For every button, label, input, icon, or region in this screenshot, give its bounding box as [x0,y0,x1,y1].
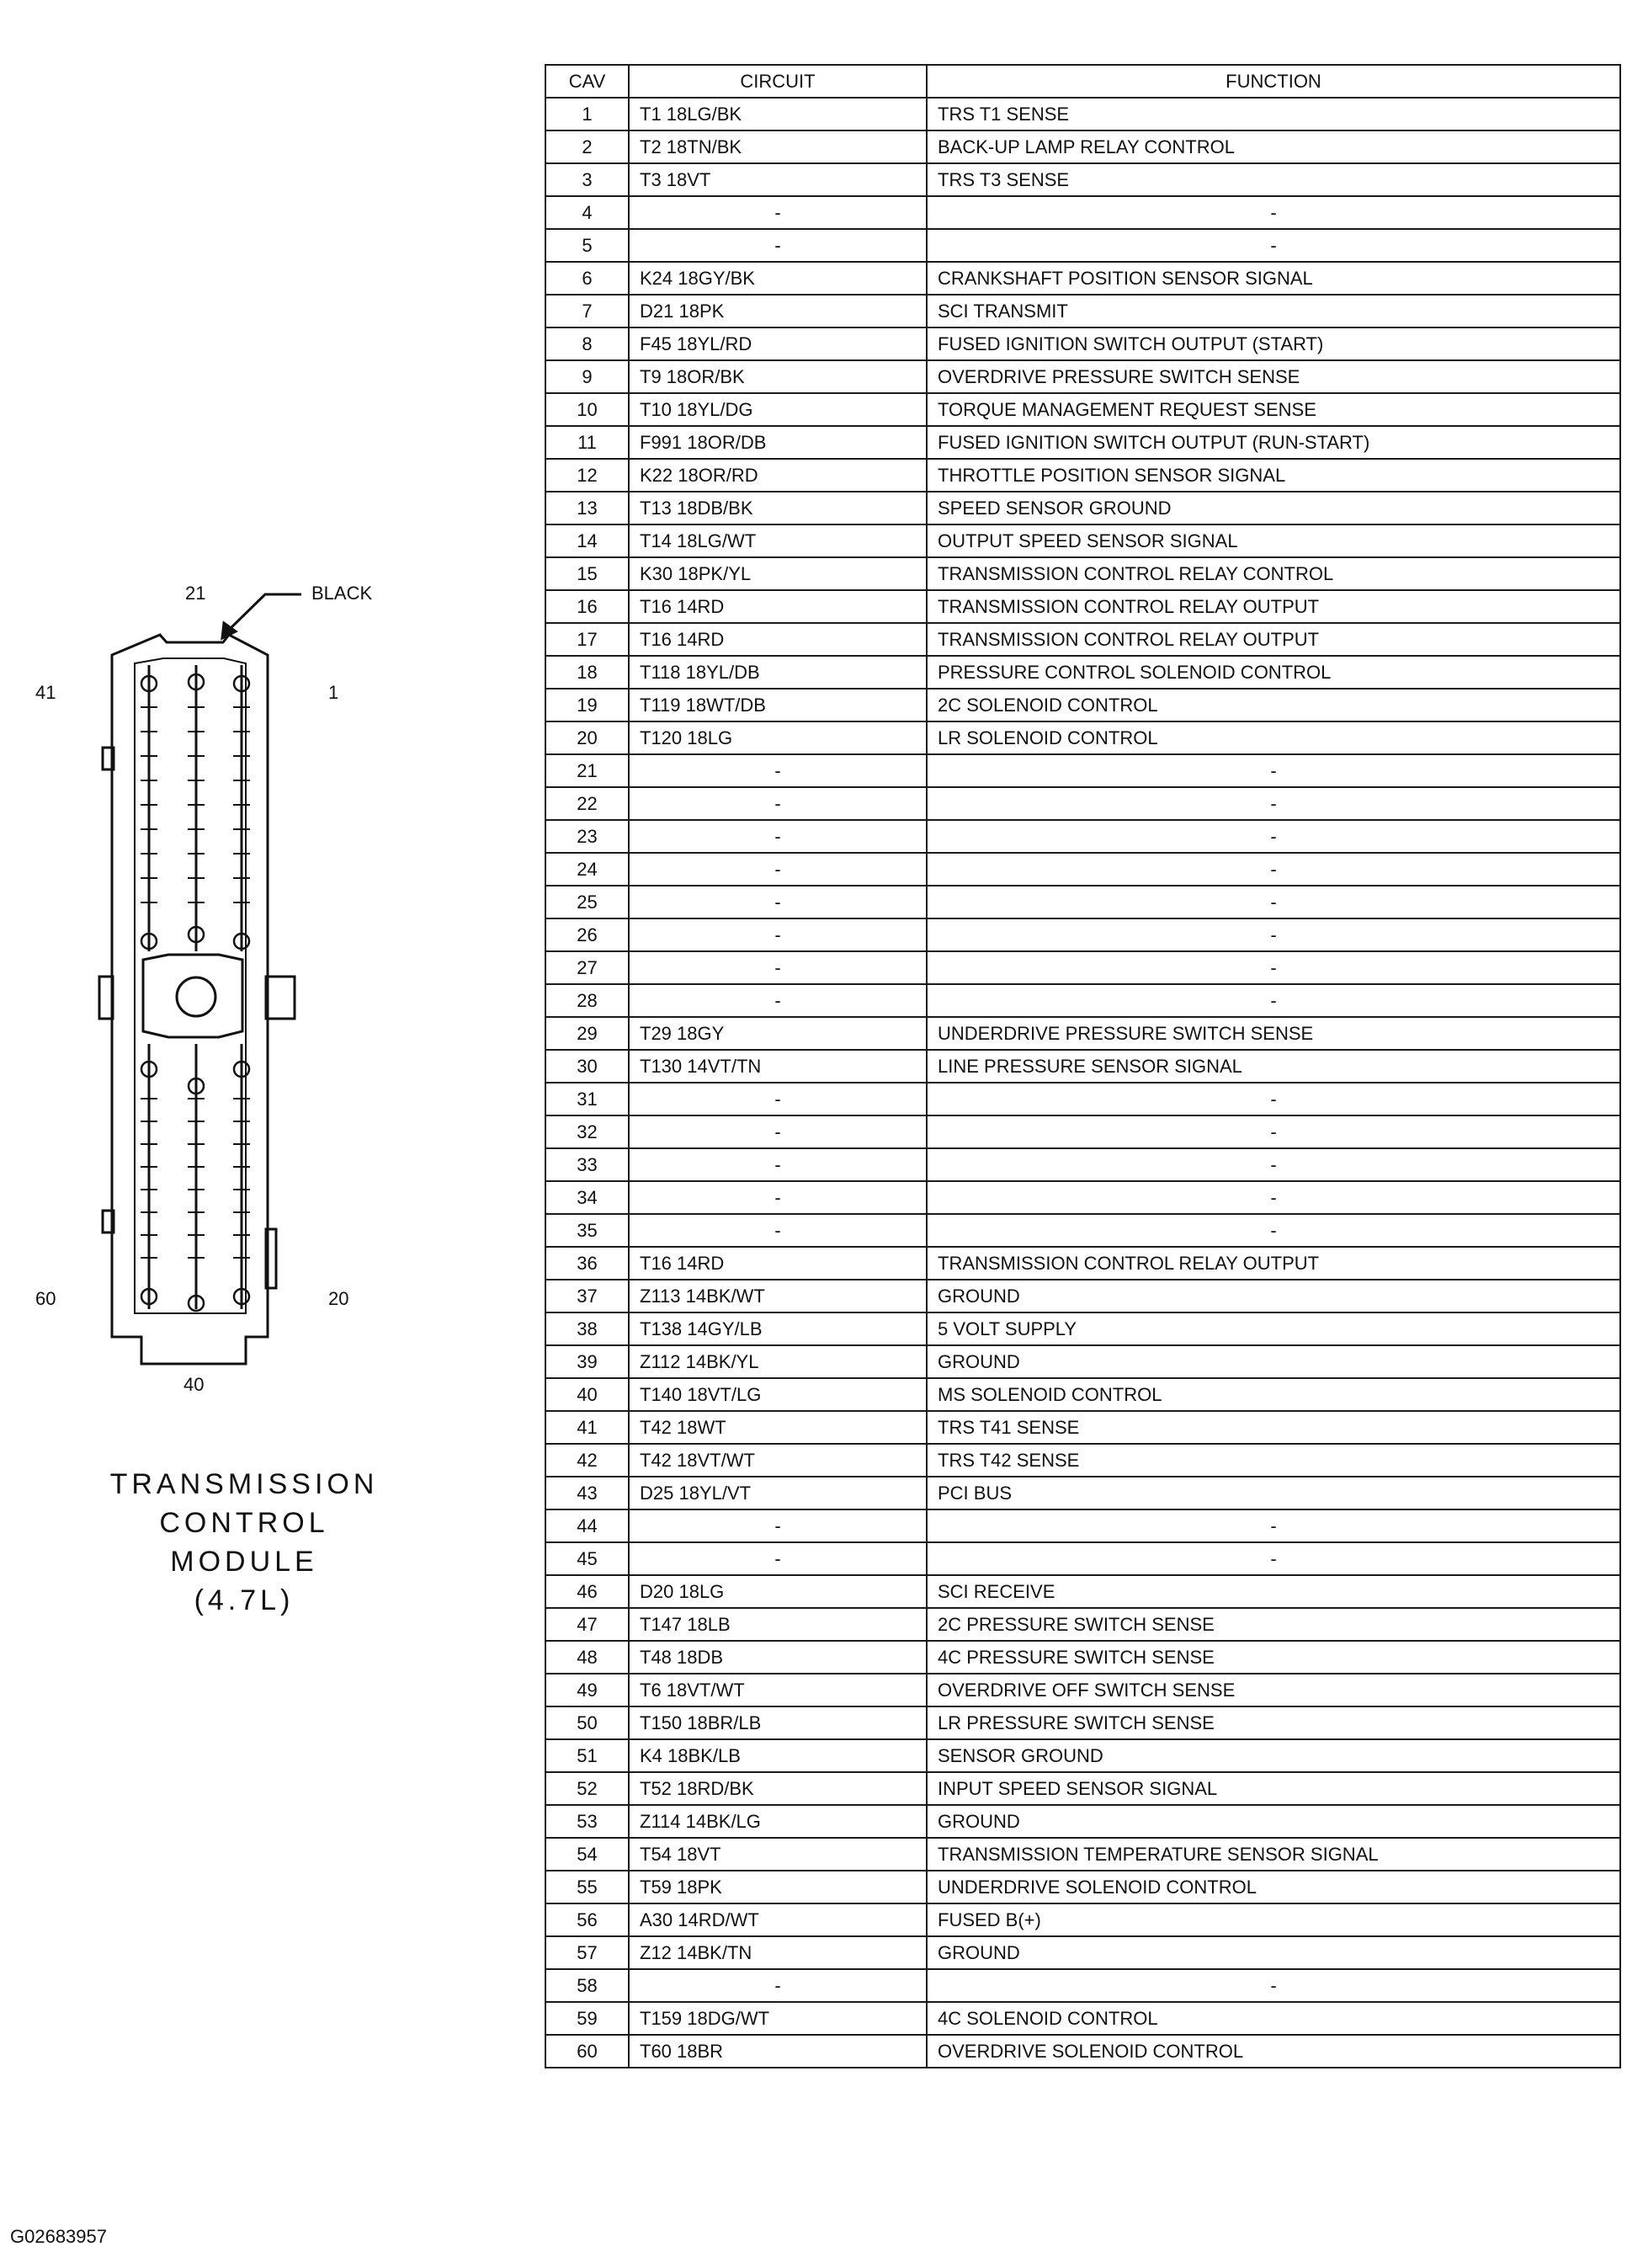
function-cell: - [927,787,1620,820]
circuit-cell: - [629,886,927,918]
function-cell: - [927,1083,1620,1115]
cav-cell: 2 [545,130,629,163]
cav-cell: 54 [545,1838,629,1871]
caption-line: TRANSMISSION [109,1468,379,1500]
circuit-cell: D21 18PK [629,295,927,327]
circuit-cell: F991 18OR/DB [629,426,927,459]
cav-cell: 14 [545,524,629,557]
pin-label-20: 20 [328,1288,349,1309]
cav-cell: 34 [545,1181,629,1214]
function-cell: 4C PRESSURE SWITCH SENSE [927,1641,1620,1674]
pin-label-40: 40 [183,1374,205,1395]
table-row [545,426,1620,459]
pinout-table [545,64,1621,2068]
cav-cell: 23 [545,820,629,853]
function-cell: TRS T3 SENSE [927,163,1620,196]
cav-cell: 45 [545,1542,629,1575]
table-row [545,886,1620,918]
circuit-cell: - [629,787,927,820]
function-cell: SCI RECEIVE [927,1575,1620,1608]
table-row [545,1280,1620,1312]
table-row [545,1641,1620,1674]
cav-cell: 27 [545,951,629,984]
table-row [545,1214,1620,1247]
cav-cell: 29 [545,1017,629,1050]
function-cell: BACK-UP LAMP RELAY CONTROL [927,130,1620,163]
cav-cell: 5 [545,229,629,262]
circuit-cell: - [629,754,927,787]
function-cell: CRANKSHAFT POSITION SENSOR SIGNAL [927,262,1620,295]
circuit-cell: T29 18GY [629,1017,927,1050]
circuit-cell: - [629,1969,927,2002]
function-cell: PCI BUS [927,1477,1620,1509]
table-row [545,1509,1620,1542]
function-cell: GROUND [927,1345,1620,1378]
cav-cell: 36 [545,1247,629,1280]
cav-cell: 26 [545,918,629,951]
function-cell: MS SOLENOID CONTROL [927,1378,1620,1411]
cav-cell: 13 [545,492,629,524]
table-row [545,951,1620,984]
cav-cell: 60 [545,2035,629,2068]
table-row [545,1903,1620,1936]
circuit-cell: K4 18BK/LB [629,1739,927,1772]
circuit-cell: T140 18VT/LG [629,1378,927,1411]
function-cell: 5 VOLT SUPPLY [927,1312,1620,1345]
function-cell: FUSED IGNITION SWITCH OUTPUT (RUN-START) [927,426,1620,459]
function-cell: TORQUE MANAGEMENT REQUEST SENSE [927,393,1620,426]
cav-cell: 51 [545,1739,629,1772]
function-cell: THROTTLE POSITION SENSOR SIGNAL [927,459,1620,492]
table-row [545,1871,1620,1903]
cav-cell: 53 [545,1805,629,1838]
table-row [545,196,1620,229]
cav-cell: 52 [545,1772,629,1805]
cav-cell: 20 [545,721,629,754]
cav-cell: 7 [545,295,629,327]
pin-label-21: 21 [185,583,206,604]
table-row [545,623,1620,656]
circuit-cell: A30 14RD/WT [629,1903,927,1936]
table-row [545,853,1620,886]
table-header-row [545,65,1620,98]
circuit-cell: Z113 14BK/WT [629,1280,927,1312]
circuit-cell: - [629,984,927,1017]
table-row [545,1050,1620,1083]
function-cell: - [927,196,1620,229]
cav-cell: 6 [545,262,629,295]
circuit-cell: - [629,229,927,262]
table-row [545,689,1620,721]
cav-cell: 58 [545,1969,629,2002]
function-cell: TRANSMISSION CONTROL RELAY OUTPUT [927,590,1620,623]
cav-cell: 50 [545,1706,629,1739]
circuit-cell: Z112 14BK/YL [629,1345,927,1378]
function-cell: PRESSURE CONTROL SOLENOID CONTROL [927,656,1620,689]
circuit-cell: D25 18YL/VT [629,1477,927,1509]
table-row [545,656,1620,689]
circuit-cell: D20 18LG [629,1575,927,1608]
function-cell: 4C SOLENOID CONTROL [927,2002,1620,2035]
circuit-cell: T16 14RD [629,590,927,623]
cav-cell: 56 [545,1903,629,1936]
table-row [545,557,1620,590]
table-row [545,1148,1620,1181]
function-cell: - [927,1148,1620,1181]
cav-cell: 47 [545,1608,629,1641]
table-row [545,918,1620,951]
circuit-cell: - [629,1083,927,1115]
table-row [545,1444,1620,1477]
function-cell: FUSED IGNITION SWITCH OUTPUT (START) [927,327,1620,360]
circuit-cell: T130 14VT/TN [629,1050,927,1083]
circuit-cell: - [629,196,927,229]
table-row [545,98,1620,130]
table-row [545,1608,1620,1641]
function-cell: TRS T42 SENSE [927,1444,1620,1477]
function-cell: LINE PRESSURE SENSOR SIGNAL [927,1050,1620,1083]
table-row [545,590,1620,623]
table-row [545,1115,1620,1148]
circuit-cell: T2 18TN/BK [629,130,927,163]
cav-cell: 4 [545,196,629,229]
function-cell: SPEED SENSOR GROUND [927,492,1620,524]
function-cell: INPUT SPEED SENSOR SIGNAL [927,1772,1620,1805]
cav-cell: 57 [545,1936,629,1969]
pin-label-1: 1 [328,682,339,703]
cav-cell: 12 [545,459,629,492]
function-cell: 2C PRESSURE SWITCH SENSE [927,1608,1620,1641]
function-cell: GROUND [927,1936,1620,1969]
figure-id: G02683957 [10,2226,107,2247]
cav-cell: 44 [545,1509,629,1542]
function-cell: TRS T41 SENSE [927,1411,1620,1444]
table-row [545,1247,1620,1280]
cav-cell: 22 [545,787,629,820]
table-row [545,754,1620,787]
table-row [545,1345,1620,1378]
circuit-cell: - [629,853,927,886]
function-cell: - [927,984,1620,1017]
table-row [545,393,1620,426]
circuit-cell: T3 18VT [629,163,927,196]
circuit-cell: T16 14RD [629,623,927,656]
table-row [545,721,1620,754]
table-row [545,163,1620,196]
circuit-cell: T54 18VT [629,1838,927,1871]
module-caption [34,1465,455,1620]
circuit-cell: - [629,951,927,984]
table-row [545,1542,1620,1575]
cav-cell: 48 [545,1641,629,1674]
table-row [545,327,1620,360]
table-row [545,524,1620,557]
circuit-cell: T16 14RD [629,1247,927,1280]
table-row [545,1575,1620,1608]
cav-cell: 43 [545,1477,629,1509]
circuit-cell: T138 14GY/LB [629,1312,927,1345]
function-cell: - [927,1181,1620,1214]
cav-cell: 38 [545,1312,629,1345]
table-row [545,2035,1620,2068]
cav-cell: 31 [545,1083,629,1115]
function-cell: - [927,754,1620,787]
cav-cell: 32 [545,1115,629,1148]
connector-diagram [0,0,505,1431]
circuit-cell: T52 18RD/BK [629,1772,927,1805]
circuit-cell: F45 18YL/RD [629,327,927,360]
table-row [545,984,1620,1017]
function-cell: TRS T1 SENSE [927,98,1620,130]
table-row [545,1772,1620,1805]
function-cell: OVERDRIVE OFF SWITCH SENSE [927,1674,1620,1706]
cav-cell: 10 [545,393,629,426]
table-row [545,1181,1620,1214]
circuit-cell: T60 18BR [629,2035,927,2068]
table-row [545,1706,1620,1739]
table-row [545,820,1620,853]
circuit-cell: - [629,1115,927,1148]
function-cell: - [927,918,1620,951]
circuit-cell: - [629,1181,927,1214]
circuit-cell: T9 18OR/BK [629,360,927,393]
cav-cell: 28 [545,984,629,1017]
circuit-cell: T147 18LB [629,1608,927,1641]
table-row [545,787,1620,820]
circuit-cell: T120 18LG [629,721,927,754]
function-cell: 2C SOLENOID CONTROL [927,689,1620,721]
cav-cell: 30 [545,1050,629,1083]
function-cell: UNDERDRIVE PRESSURE SWITCH SENSE [927,1017,1620,1050]
cav-cell: 19 [545,689,629,721]
function-cell: SENSOR GROUND [927,1739,1620,1772]
circuit-cell: - [629,918,927,951]
function-cell: - [927,229,1620,262]
table-row [545,1674,1620,1706]
cav-cell: 8 [545,327,629,360]
function-cell: GROUND [927,1280,1620,1312]
circuit-cell: - [629,1148,927,1181]
table-row [545,229,1620,262]
circuit-cell: T42 18VT/WT [629,1444,927,1477]
cav-cell: 59 [545,2002,629,2035]
header-circuit: CIRCUIT [629,65,927,98]
table-row [545,295,1620,327]
table-row [545,1477,1620,1509]
cav-cell: 39 [545,1345,629,1378]
table-row [545,1838,1620,1871]
function-cell: OVERDRIVE PRESSURE SWITCH SENSE [927,360,1620,393]
circuit-cell: K22 18OR/RD [629,459,927,492]
caption-line: (4.7L) [194,1584,295,1616]
header-cav: CAV [545,65,629,98]
circuit-cell: - [629,1542,927,1575]
cav-cell: 11 [545,426,629,459]
caption-line: MODULE [170,1546,318,1578]
table-row [545,1017,1620,1050]
function-cell: - [927,1542,1620,1575]
circuit-cell: T159 18DG/WT [629,2002,927,2035]
function-cell: GROUND [927,1805,1620,1838]
cav-cell: 17 [545,623,629,656]
circuit-cell: T1 18LG/BK [629,98,927,130]
circuit-cell: Z114 14BK/LG [629,1805,927,1838]
caption-line: CONTROL [159,1507,329,1539]
header-function: FUNCTION [927,65,1620,98]
function-cell: OVERDRIVE SOLENOID CONTROL [927,2035,1620,2068]
function-cell: - [927,853,1620,886]
function-cell: LR SOLENOID CONTROL [927,721,1620,754]
function-cell: - [927,1969,1620,2002]
function-cell: - [927,951,1620,984]
pin-label-60: 60 [35,1288,56,1309]
circuit-cell: T118 18YL/DB [629,656,927,689]
circuit-cell: T59 18PK [629,1871,927,1903]
connector-color-label: BLACK [311,583,373,604]
table-row [545,1083,1620,1115]
circuit-cell: - [629,1509,927,1542]
function-cell: - [927,1214,1620,1247]
cav-cell: 9 [545,360,629,393]
circuit-cell: T13 18DB/BK [629,492,927,524]
circuit-cell: T48 18DB [629,1641,927,1674]
circuit-cell: T150 18BR/LB [629,1706,927,1739]
table-row [545,459,1620,492]
function-cell: SCI TRANSMIT [927,295,1620,327]
table-row [545,360,1620,393]
cav-cell: 49 [545,1674,629,1706]
cav-cell: 40 [545,1378,629,1411]
cav-cell: 55 [545,1871,629,1903]
table-row [545,1312,1620,1345]
table-row [545,1936,1620,1969]
table-row [545,1739,1620,1772]
function-cell: UNDERDRIVE SOLENOID CONTROL [927,1871,1620,1903]
circuit-cell: K24 18GY/BK [629,262,927,295]
table-row [545,1805,1620,1838]
function-cell: - [927,1115,1620,1148]
circuit-cell: T119 18WT/DB [629,689,927,721]
table-row [545,262,1620,295]
cav-cell: 37 [545,1280,629,1312]
connector-body [99,635,295,1364]
cav-cell: 46 [545,1575,629,1608]
circuit-cell: T6 18VT/WT [629,1674,927,1706]
cav-cell: 15 [545,557,629,590]
function-cell: TRANSMISSION CONTROL RELAY OUTPUT [927,1247,1620,1280]
cav-cell: 33 [545,1148,629,1181]
pin-label-41: 41 [35,682,56,703]
table-row [545,492,1620,524]
cav-cell: 1 [545,98,629,130]
circuit-cell: T10 18YL/DG [629,393,927,426]
cav-cell: 35 [545,1214,629,1247]
cav-cell: 42 [545,1444,629,1477]
function-cell: OUTPUT SPEED SENSOR SIGNAL [927,524,1620,557]
function-cell: - [927,1509,1620,1542]
function-cell: LR PRESSURE SWITCH SENSE [927,1706,1620,1739]
circuit-cell: - [629,820,927,853]
cav-cell: 41 [545,1411,629,1444]
table-row [545,1969,1620,2002]
cav-cell: 16 [545,590,629,623]
table-row [545,130,1620,163]
function-cell: - [927,820,1620,853]
table-row [545,1378,1620,1411]
function-cell: TRANSMISSION CONTROL RELAY OUTPUT [927,623,1620,656]
circuit-cell: T42 18WT [629,1411,927,1444]
function-cell: - [927,886,1620,918]
cav-cell: 3 [545,163,629,196]
table-row [545,1411,1620,1444]
cav-cell: 25 [545,886,629,918]
function-cell: TRANSMISSION TEMPERATURE SENSOR SIGNAL [927,1838,1620,1871]
table-row [545,2002,1620,2035]
cav-cell: 21 [545,754,629,787]
function-cell: TRANSMISSION CONTROL RELAY CONTROL [927,557,1620,590]
circuit-cell: - [629,1214,927,1247]
circuit-cell: Z12 14BK/TN [629,1936,927,1969]
cav-cell: 24 [545,853,629,886]
cav-cell: 18 [545,656,629,689]
circuit-cell: K30 18PK/YL [629,557,927,590]
black-label-leader [222,594,301,638]
function-cell: FUSED B(+) [927,1903,1620,1936]
circuit-cell: T14 18LG/WT [629,524,927,557]
